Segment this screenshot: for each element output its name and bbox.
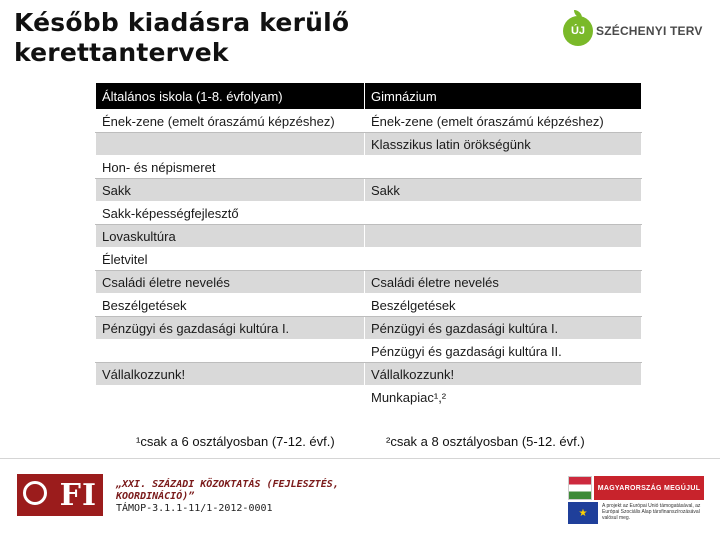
table-cell: Sakk (96, 179, 365, 202)
eu-funding-text: A projekt az Európai Unió támogatásával, az Európai Szociális Alap társfinanszírozásával valósul meg. (602, 503, 701, 521)
table-row (96, 156, 642, 179)
table-row (96, 340, 642, 363)
table-cell: Ének-zene (emelt óraszámú képzéshez) (365, 110, 642, 133)
footnote-2: ²csak a 8 osztályosban (5-12. évf.) (386, 434, 585, 449)
table-cell (365, 202, 642, 225)
table-cell (365, 156, 642, 179)
table-row (96, 110, 642, 133)
table-cell: Pénzügyi és gazdasági kultúra II. (365, 340, 642, 363)
table-cell (96, 386, 365, 409)
table-row (96, 271, 642, 294)
table-cell: Családi életre nevelés (365, 271, 642, 294)
table-cell (96, 133, 365, 156)
curriculum-table (95, 82, 642, 409)
table-cell: Életvitel (96, 248, 365, 271)
table-cell: Pénzügyi és gazdasági kultúra I. (96, 317, 365, 340)
footer-divider (0, 458, 720, 459)
footnote-1: ¹csak a 6 osztályosban (7-12. évf.) (136, 434, 335, 449)
table-cell: Vállalkozzunk! (96, 363, 365, 386)
page-title: Később kiadásra kerülő kerettantervek (14, 8, 350, 67)
project-title-line2: KOORDINÁCIÓ)” (116, 491, 195, 502)
magyarorszag-megujul-badge: MAGYARORSZÁG MEGÚJUL (594, 476, 704, 500)
table-cell: Pénzügyi és gazdasági kultúra I. (365, 317, 642, 340)
header-primary-school: Általános iskola (1-8. évfolyam) (96, 83, 365, 110)
table-cell: Lovaskultúra (96, 225, 365, 248)
table-row (96, 386, 642, 409)
table-cell: Beszélgetések (96, 294, 365, 317)
table-cell (96, 340, 365, 363)
table-row (96, 294, 642, 317)
eu-flag-icon: ★ (568, 502, 598, 524)
table-cell: Klasszikus latin örökségünk (365, 133, 642, 156)
project-title-line1: „XXI. SZÁZADI KÖZOKTATÁS (FEJLESZTÉS, (116, 479, 339, 490)
header-gymnasium: Gimnázium (365, 83, 642, 110)
szechenyi-badge: ÚJ (563, 16, 593, 46)
ofi-ring-icon (23, 481, 47, 505)
ofi-logo: FI (17, 474, 103, 516)
table-row (96, 248, 642, 271)
table-row (96, 317, 642, 340)
table-row (96, 202, 642, 225)
table-cell: Beszélgetések (365, 294, 642, 317)
table-cell: Munkapiac¹,² (365, 386, 642, 409)
table-cell: Családi életre nevelés (96, 271, 365, 294)
table-row (96, 363, 642, 386)
hungarian-flag-icon (568, 476, 592, 500)
project-info (116, 479, 366, 515)
table-row (96, 133, 642, 156)
table-cell (365, 225, 642, 248)
szechenyi-logo-text: SZÉCHENYI TERV (596, 24, 703, 38)
szechenyi-terv-logo (563, 16, 703, 50)
table-cell: Hon- és népismeret (96, 156, 365, 179)
table-row (96, 225, 642, 248)
table-cell: Ének-zene (emelt óraszámú képzéshez) (96, 110, 365, 133)
table-cell: Sakk (365, 179, 642, 202)
table-header-row (96, 83, 642, 110)
project-code: TÁMOP-3.1.1-11/1-2012-0001 (116, 503, 273, 514)
table-row (96, 179, 642, 202)
table-cell: Sakk-képességfejlesztő (96, 202, 365, 225)
table-cell (365, 248, 642, 271)
table-cell: Vállalkozzunk! (365, 363, 642, 386)
